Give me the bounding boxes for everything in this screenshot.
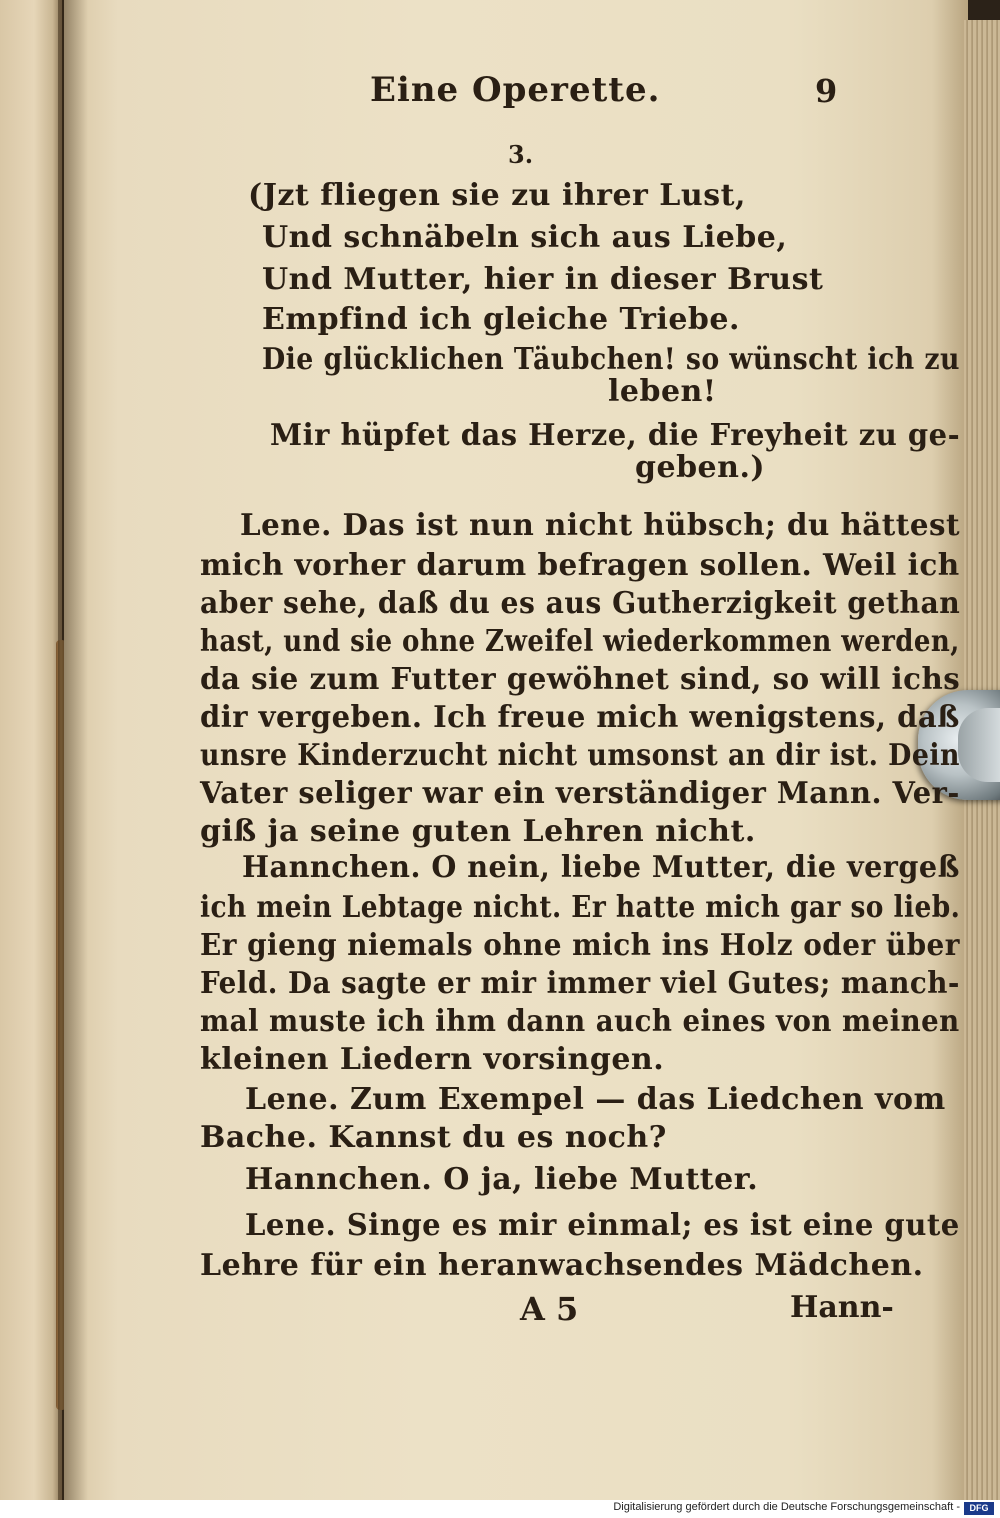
dialogue-line: Bache. Kannst du es noch? (200, 1120, 667, 1155)
dialogue-line: da sie zum Futter gewöhnet sind, so will ichs (200, 662, 961, 697)
dialogue-line: Vater seliger war ein verständiger Mann. Ver- (200, 776, 960, 811)
funding-credit: Digitalisierung gefördert durch die Deutsche Forschungsgemeinschaft - (613, 1501, 960, 1513)
gutter-shadow (58, 0, 88, 1500)
verse-line: Und schnäbeln sich aus Liebe, (262, 220, 788, 255)
dialogue-line: Lene. Singe es mir einmal; es ist eine gute (245, 1208, 960, 1243)
dfg-logo: DFG (964, 1502, 994, 1515)
signature-mark: A 5 (520, 1290, 579, 1328)
dialogue-line: Hannchen. O ja, liebe Mutter. (245, 1162, 759, 1197)
dialogue-line: aber sehe, daß du es aus Gutherzigkeit gethan (200, 586, 961, 621)
running-head: Eine Operette. (370, 70, 661, 110)
dialogue-line: unsre Kinderzucht nicht umsonst an dir ist. Dein (200, 738, 960, 773)
dialogue-line: kleinen Liedern vorsingen. (200, 1042, 665, 1077)
verse-line: Empfind ich gleiche Triebe. (262, 302, 740, 337)
dialogue-line: mal muste ich ihm dann auch eines von meinen (200, 1004, 960, 1039)
verse-line: (Jzt fliegen sie zu ihrer Lust, (248, 178, 746, 213)
dialogue-line: Er gieng niemals ohne mich ins Holz oder über (200, 928, 960, 963)
verse-line: geben.) (635, 450, 766, 485)
dialogue-line: Lene. Zum Exempel — das Liedchen vom (245, 1082, 946, 1117)
catchword: Hann- (790, 1290, 894, 1325)
page-number: 9 (815, 72, 838, 110)
verse-line: Und Mutter, hier in dieser Brust (262, 262, 824, 297)
dialogue-line: Lehre für ein heranwachsendes Mädchen. (200, 1248, 924, 1283)
stanza-number: 3. (508, 140, 534, 169)
verse-line: Mir hüpfet das Herze, die Freyheit zu ge- (270, 418, 961, 453)
dialogue-line: Lene. Das ist nun nicht hübsch; du hättest (240, 508, 960, 543)
dialogue-line: Hannchen. O nein, liebe Mutter, die vergeß (242, 850, 960, 885)
dialogue-line: giß ja seine guten Lehren nicht. (200, 814, 756, 849)
dialogue-line: ich mein Lebtage nicht. Er hatte mich gar so lieb. (200, 890, 961, 925)
dialogue-line: Feld. Da sagte er mir immer viel Gutes; manch- (200, 966, 960, 1001)
dialogue-line: hast, und sie ohne Zweifel wiederkommen werden, (200, 624, 960, 659)
verse-line: leben! (608, 374, 717, 409)
binding-clip-inner (958, 708, 1000, 782)
verse-line: Die glücklichen Täubchen! so wünscht ich zu (262, 342, 960, 377)
facing-page-edge (0, 0, 62, 1500)
dialogue-line: dir vergeben. Ich freue mich wenigstens, daß (200, 700, 960, 735)
dialogue-line: mich vorher darum befragen sollen. Weil ich (200, 548, 960, 583)
